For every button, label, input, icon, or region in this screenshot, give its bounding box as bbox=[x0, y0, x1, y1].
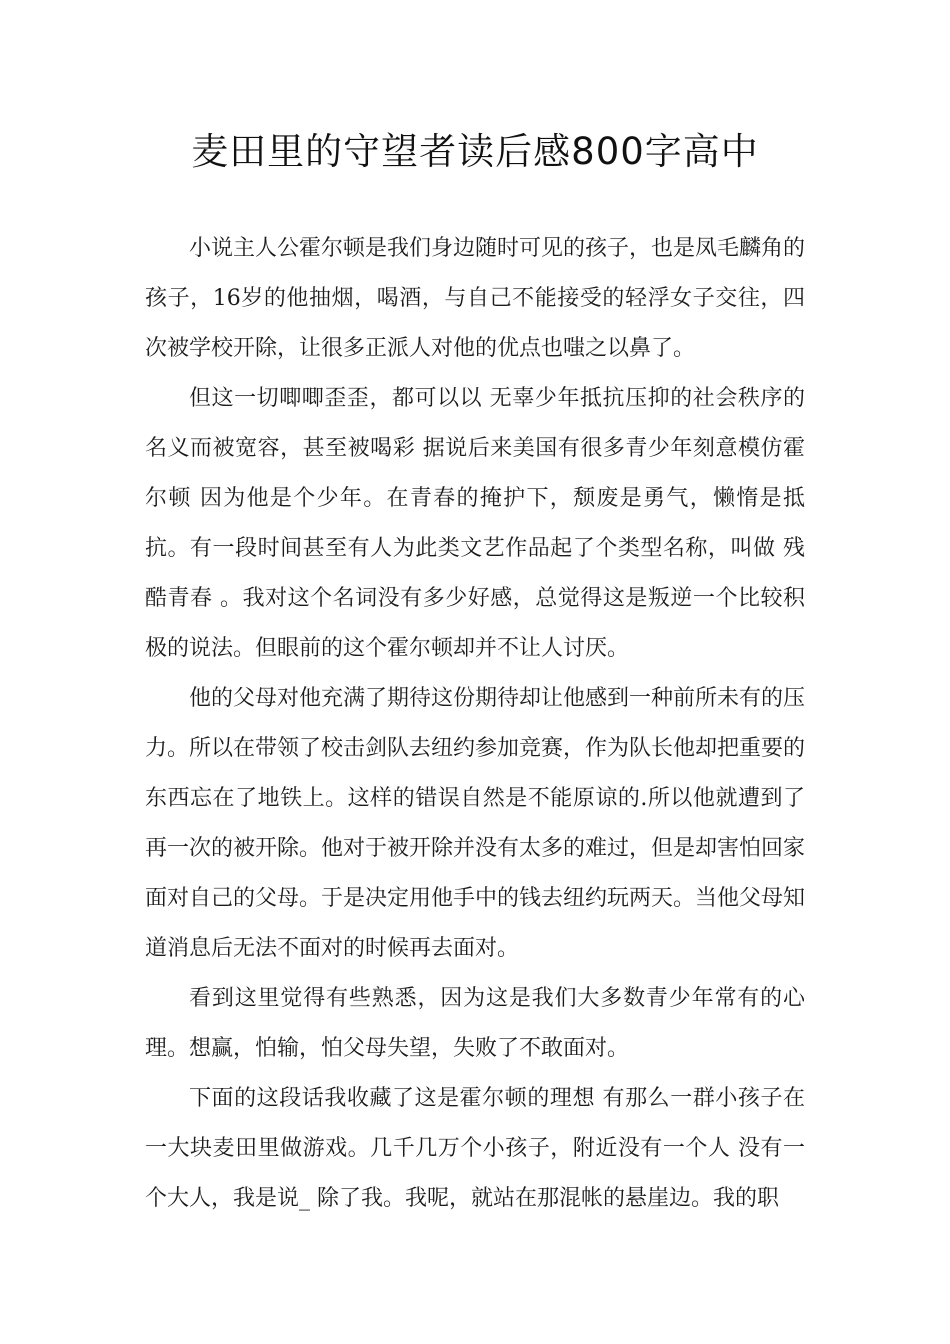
document-title: 麦田里的守望者读后感800字高中 bbox=[191, 130, 759, 173]
paragraph: 他的父母对他充满了期待这份期待却让他感到一种前所未有的压力。所以在带领了校击剑队去纽约参加竞赛，作为队长他却把重要的东西忘在了地铁上。这样的错误自然是不能原谅的.所以他就遭到了再一次的被开除。他对于被开除并没有太多的难过，但是却害怕回家面对自己的父母。于是决定用他手中的钱去纽约玩两天。当他父母知道消息后无法不面对的时候再去面对。 bbox=[145, 686, 806, 961]
paragraph: 下面的这段话我收藏了这是霍尔顿的理想 有那么一群小孩子在一大块麦田里做游戏。几千几万个小孩子，附近没有一个人 没有一个大人，我是说_ 除了我。我呢，就站在那混帐的悬崖边。我的职 bbox=[145, 1086, 805, 1211]
paragraph: 看到这里觉得有些熟悉，因为这是我们大多数青少年常有的心理。想赢，怕输，怕父母失望，失败了不敢面对。 bbox=[145, 986, 805, 1061]
paragraph: 小说主人公霍尔顿是我们身边随时可见的孩子，也是凤毛麟角的孩子，16岁的他抽烟，喝酒，与自己不能接受的轻浮女子交往，四次被学校开除，让很多正派人对他的优点也嗤之以鼻了。 bbox=[145, 236, 806, 361]
document-body bbox=[145, 224, 805, 1224]
paragraph: 但这一切唧唧歪歪，都可以以 无辜少年抵抗压抑的社会秩序的名义而被宽容，甚至被喝彩 据说后来美国有很多青少年刻意模仿霍尔顿 因为他是个少年。在青春的掩护下，颓废是勇气，懒惰是抵抗。有一段时间甚至有人为此类文艺作品起了个类型名称，叫做 残酷青春 。我对这个名词没有多少好感，总觉得这是叛逆一个比较积极的说法。但眼前的这个霍尔顿却并不让人讨厌。 bbox=[145, 386, 805, 661]
